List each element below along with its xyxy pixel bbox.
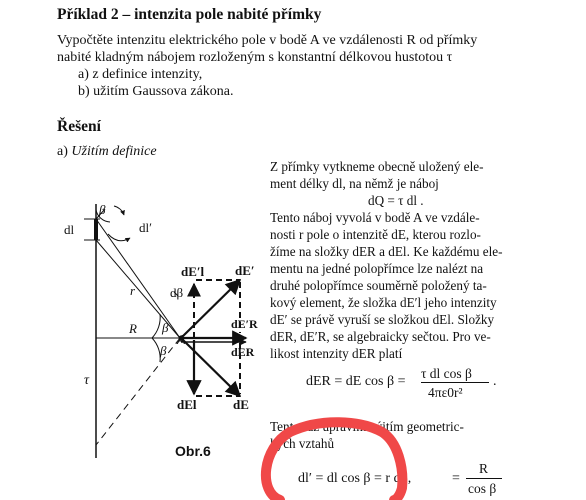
label-beta-1: β — [162, 320, 169, 335]
text-line-3: dQ = τ dl . — [368, 193, 424, 208]
beta-arc-1 — [152, 314, 160, 338]
equation-1-lhs: dER = dE cos β = — [306, 374, 406, 389]
example-heading: Příklad 2 – intenzita pole nabité přímky — [57, 6, 322, 23]
equation-2-numerator: R — [479, 461, 489, 476]
text-line-2: ment délky dl, na němž je náboj — [270, 176, 439, 191]
label-dE-l-prime: dE′l — [181, 264, 205, 279]
label-dE-R: dER — [231, 345, 255, 359]
label-A: A — [177, 332, 186, 347]
subheading-text: Užitím definice — [71, 144, 157, 159]
text-line-7: mentu na jedné polopřímce lze nalézt na — [270, 261, 484, 276]
beta-top-arrow — [114, 206, 124, 215]
equation-1-end: . — [493, 374, 497, 389]
text-line-6: žíme na složky dER a dEl. Ke každému ele- — [270, 244, 503, 259]
red-annotation-circle — [266, 422, 402, 500]
equation-2-denominator: cos β — [468, 481, 497, 496]
text-line-12: likost intenzity dER platí — [270, 346, 403, 361]
ray-symmetric-dashed — [96, 338, 180, 445]
text-line-1: Z přímky vytkneme obecně uložený ele- — [270, 159, 484, 174]
equation-2-eq: = — [452, 471, 460, 486]
figure-caption: Obr.6 — [175, 443, 211, 459]
problem-item-a: a) z definice intenzity, — [78, 67, 203, 82]
problem-item-b: b) užitím Gaussova zákona. — [78, 84, 234, 99]
beta-arc-2 — [152, 338, 160, 362]
label-dE-R-prime: dE′R — [231, 317, 258, 331]
solution-heading: Řešení — [57, 118, 101, 135]
problem-line-1: Vypočtěte intenzitu elektrického pole v bodě A ve vzdálenosti R od přímky — [57, 33, 478, 48]
problem-line-2: nabité kladným nábojem rozloženým s konstantní délkovou hustotou τ — [57, 50, 453, 65]
label-beta-2: β — [160, 343, 167, 358]
text-line-9: kový element, že složka dE′l jeho intenzity — [270, 295, 497, 310]
label-R: R — [129, 321, 137, 336]
text-line-10: dE′ se právě vyruší se složkou dEl. Složky — [270, 312, 495, 327]
label-dl: dl — [64, 222, 75, 237]
text-line-11: dER, dE′R, se algebraicky sečtou. Pro ve- — [270, 329, 491, 344]
label-r: r — [130, 283, 136, 298]
label-dE-prime: dE′ — [235, 263, 255, 278]
label-dl-prime: dl′ — [139, 220, 152, 235]
text-line-5: nosti r pole o intenzitě dE, kterou rozlo- — [270, 227, 481, 242]
label-beta-top: β — [99, 202, 106, 217]
label-dE: dE — [233, 397, 249, 412]
label-tau: τ — [84, 373, 90, 388]
text-line-4: Tento náboj vyvolá v bodě A ve vzdále- — [270, 210, 480, 225]
label-dbeta: dβ — [170, 285, 184, 300]
text-after-line-1: Tento raz upravíme ýitím geometric- — [270, 419, 464, 434]
label-dE-l: dEl — [177, 397, 197, 412]
text-after-line-2: kých vztahů — [270, 436, 335, 451]
text-line-8: druhé polopřímce souměrně položený ta- — [270, 278, 487, 293]
equation-2-left: dl′ = dl cos β = r dβ, — [298, 471, 412, 486]
equation-1-numerator: τ dl cos β — [421, 366, 472, 381]
equation-1-denominator: 4πε0r² — [428, 385, 463, 400]
dl-prime-arrow — [108, 234, 130, 241]
subheading-prefix: a) — [57, 144, 68, 159]
